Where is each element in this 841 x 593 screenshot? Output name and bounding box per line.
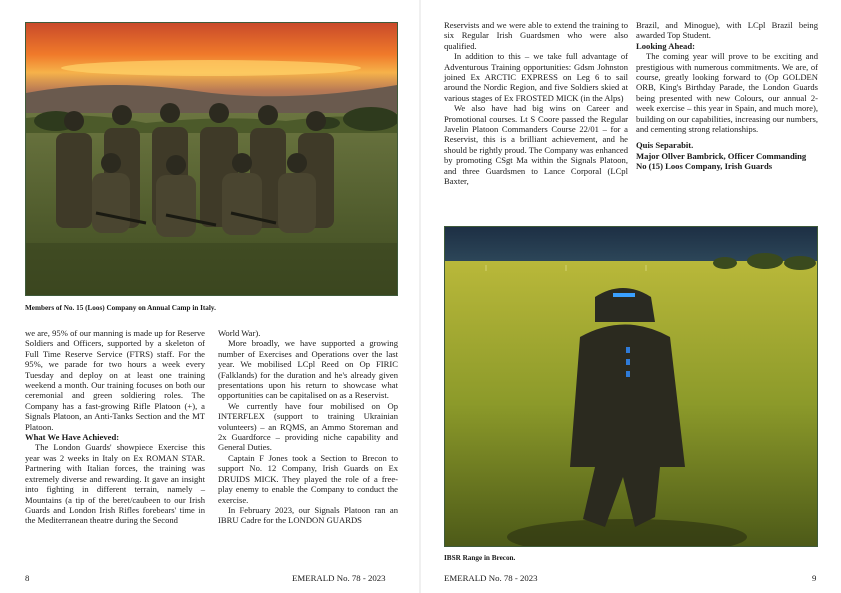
section-heading: Looking Ahead: [636,40,695,51]
paragraph: Captain F Jones took a Section to Brecon to support No. 12 Company, Irish Guards on Ex DRUIDS MICK. They played the role of a free-play enemy to enable the Company to conduct the exercise. [218,452,398,505]
page-number: 9 [812,573,817,583]
footer-title: EMERALD No. 78 - 2023 [292,573,386,583]
right-page [421,0,841,593]
left-page [0,0,420,593]
page-number: 8 [25,573,30,583]
paragraph: In addition to this – we take full advantage of Adventurous Training opportunities: Gdsm Johnston joined Ex ARCTIC EXPRESS on Leg 6 to sail around the Nordic Region, and five Soldiers skied at various stages of Ex FROSTED MICK (in the Alps) [444,51,628,103]
paragraph: More broadly, we have supported a growing number of Exercises and Operations over the last year. We mobilised LCpl Reed on Op FIRIC (Falklands) for the duration and he's already given presentations upon his return to showcase what opportunities can be capitalised on as a Reservist. [218,338,398,401]
paragraph: World War). [218,328,261,338]
paragraph: Brazil, and Minogue), with LCpl Brazil being awarded Top Student. [636,20,818,41]
author-signature: Major Ollver Bambrick, Officer Commanding No (15) Loos Company, Irish Guards [636,150,807,172]
motto: Quis Separabit. [636,140,694,151]
right-column-2 [636,20,818,172]
paragraph: Reservists and we were able to extend the training to six Regular Irish Guardsmen who were also qualified. [444,20,628,51]
left-column-1 [25,328,205,526]
ibsr-range-photo [444,226,818,547]
camp-italy-photo [25,22,398,296]
paragraph: The London Guards' showpiece Exercise this year was 2 weeks in Italy on Ex ROMAN STAR. Partnering with Italian forces, the training was extremely diverse and rewarding. It gave an insight into fighting in different terrain, namely – Mountains (a tip of the beret/caubeen to our Irish Guards and London Irish Rifles forebears' time in the Mediterranean theatre during the Second [25,442,205,526]
photo-caption: Members of No. 15 (Loos) Company on Annual Camp in Italy. [25,304,216,312]
paragraph: In February 2023, our Signals Platoon ran an IBRU Cadre for the LONDON GUARDS [218,504,398,526]
footer-title: EMERALD No. 78 - 2023 [444,573,538,583]
left-column-2 [218,328,398,526]
photo-caption: IBSR Range in Brecon. [444,554,516,562]
paragraph: The coming year will prove to be exciting and prestigious with numerous commitments. We are, of course, greatly looking forward to (Op GOLDEN ORB, King's Birthday Parade, the London Guards being presented with new Colours, our annual 2-week exercise – this year in Spain, and much more), building on our capabilities, increasing our numbers, and cementing strong relationships. [636,51,818,135]
paragraph: we are, 95% of our manning is made up for Reserve Soldiers and Officers, supported by a skeleton of Full Time Reserve Service (FTRS) staff. For the 95%, we parade for two hours a week every Tuesday and deploy on at least one training weekend a month. Our training focuses on both our ceremonial and green soldiering roles. The Company has a fast-growing Rifle Platoon (+), a Signals Platoon, an Anti-Tanks Section and the MT Platoon. [25,328,205,432]
paragraph: We also have had big wins on Career and Promotional courses. Lt S Coore passed the Regular Javelin Platoon Commanders Course 22/01 – for a Reservist, this is a brilliant achievement, and he should be rightly proud. The Company was enhanced by promoting CSgt Ma within the Signals Platoon, and three Guardsmen to Lance Corporal (LCpl Baxter, [444,103,628,187]
right-column-1 [444,20,628,187]
section-heading: What We Have Achieved: [25,432,120,443]
paragraph: We currently have four mobilised on Op INTERFLEX (support to training Ukrainian volunteers) – an RQMS, an Ammo Storeman and 2x Guardforce – providing niche capability and General Duties. [218,400,398,453]
